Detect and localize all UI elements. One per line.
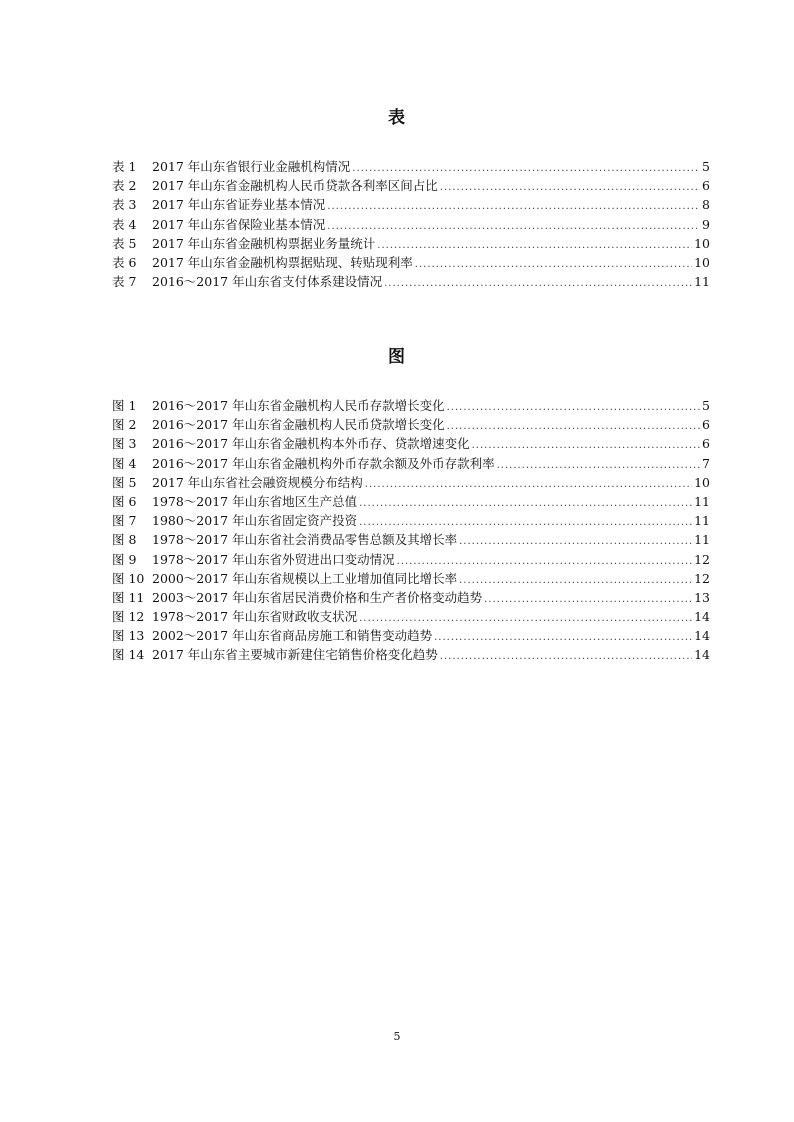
toc-entry-figure-9[interactable] <box>112 550 710 569</box>
dot-leader <box>327 197 700 216</box>
entry-page: 13 <box>694 589 710 605</box>
entry-page: 6 <box>702 436 710 452</box>
entry-number: 图 1 <box>112 398 137 413</box>
tables-list <box>112 157 710 291</box>
entry-number: 图 12 <box>112 609 145 625</box>
entry-number: 图 9 <box>112 551 137 567</box>
entry-title: 2003～2017 年山东省居民消费价格和生产者价格变动趋势 <box>152 589 483 605</box>
entry-page: 10 <box>694 254 710 270</box>
dot-leader <box>459 571 692 590</box>
entry-title: 1978～2017 年山东省社会消费品零售总额及其增长率 <box>152 532 458 548</box>
dot-leader <box>384 274 692 293</box>
figures-list <box>112 396 710 665</box>
entry-number: 图 11 <box>112 589 145 605</box>
toc-entry-table-7[interactable] <box>112 272 710 291</box>
dot-leader <box>459 532 692 551</box>
toc-entry-figure-4[interactable] <box>112 454 710 473</box>
entry-number: 表 5 <box>112 235 137 251</box>
dot-leader <box>440 647 692 666</box>
dot-leader <box>472 436 700 455</box>
entry-title: 2000～2017 年山东省规模以上工业增加值同比增长率 <box>152 570 458 586</box>
toc-entry-table-4[interactable] <box>112 215 710 234</box>
entry-title: 2017 年山东省金融机构票据业务量统计 <box>152 235 376 251</box>
entry-page: 5 <box>702 398 710 413</box>
toc-entry-figure-3[interactable] <box>112 434 710 453</box>
entry-title: 2017 年山东省证券业基本情况 <box>152 197 326 213</box>
entry-page: 6 <box>702 178 710 194</box>
dot-leader <box>327 217 700 236</box>
entry-title: 2017 年山东省银行业金融机构情况 <box>152 159 351 174</box>
entry-number: 图 14 <box>112 647 145 663</box>
entry-page: 5 <box>702 159 710 174</box>
entry-number: 表 2 <box>112 178 137 194</box>
toc-entry-table-2[interactable] <box>112 176 710 195</box>
entry-title: 2016～2017 年山东省金融机构外币存款余额及外币存款利率 <box>152 455 495 471</box>
entry-title: 1978～2017 年山东省财政收支状况 <box>152 609 358 625</box>
entry-number: 表 7 <box>112 274 137 290</box>
dot-leader <box>447 398 700 417</box>
entry-page: 7 <box>702 455 710 471</box>
dot-leader <box>447 417 700 436</box>
entry-title: 2016～2017 年山东省金融机构人民币贷款增长变化 <box>152 417 445 433</box>
page-number: 5 <box>393 1030 401 1043</box>
toc-entry-table-3[interactable] <box>112 195 710 214</box>
tables-heading: 表 <box>388 108 406 128</box>
toc-entry-figure-5[interactable] <box>112 473 710 492</box>
entry-title: 2016～2017 年山东省金融机构人民币存款增长变化 <box>152 398 445 413</box>
entry-number: 表 6 <box>112 254 137 270</box>
toc-entry-figure-13[interactable] <box>112 626 710 645</box>
toc-entry-figure-14[interactable] <box>112 645 710 664</box>
entry-number: 图 2 <box>112 417 137 433</box>
entry-number: 图 3 <box>112 436 137 452</box>
entry-page: 14 <box>694 647 710 663</box>
entry-number: 表 1 <box>112 159 137 174</box>
entry-number: 表 4 <box>112 216 137 232</box>
entry-number: 表 3 <box>112 197 137 213</box>
figures-heading: 图 <box>388 347 406 367</box>
entry-title: 2017 年山东省社会融资规模分布结构 <box>152 474 363 490</box>
entry-page: 9 <box>702 216 710 232</box>
dot-leader <box>497 456 700 475</box>
entry-page: 11 <box>694 532 710 548</box>
dot-leader <box>440 178 700 197</box>
entry-page: 8 <box>702 197 710 213</box>
entry-page: 14 <box>694 628 710 644</box>
entry-page: 12 <box>694 570 710 586</box>
entry-page: 11 <box>694 274 710 290</box>
toc-entry-figure-8[interactable] <box>112 530 710 549</box>
dot-leader <box>377 236 692 255</box>
dot-leader <box>359 494 692 513</box>
dot-leader <box>415 255 692 274</box>
entry-page: 6 <box>702 417 710 433</box>
entry-number: 图 4 <box>112 455 137 471</box>
toc-entry-figure-11[interactable] <box>112 588 710 607</box>
toc-entry-table-6[interactable] <box>112 253 710 272</box>
entry-page: 10 <box>694 474 710 490</box>
entry-page: 11 <box>694 513 710 529</box>
toc-entry-figure-1[interactable] <box>112 396 710 415</box>
entry-title: 2017 年山东省金融机构人民币贷款各利率区间占比 <box>152 178 438 194</box>
dot-leader <box>434 628 692 647</box>
toc-entry-figure-7[interactable] <box>112 511 710 530</box>
entry-title: 2017 年山东省主要城市新建住宅销售价格变化趋势 <box>152 647 438 663</box>
toc-entry-table-5[interactable] <box>112 234 710 253</box>
toc-entry-table-1[interactable] <box>112 157 710 176</box>
entry-page: 14 <box>694 609 710 625</box>
toc-entry-figure-6[interactable] <box>112 492 710 511</box>
dot-leader <box>484 590 692 609</box>
entry-number: 图 6 <box>112 493 137 509</box>
entry-page: 10 <box>694 235 710 251</box>
entry-page: 12 <box>694 551 710 567</box>
entry-page: 11 <box>694 493 710 509</box>
toc-entry-figure-2[interactable] <box>112 415 710 434</box>
toc-entry-figure-12[interactable] <box>112 607 710 626</box>
entry-number: 图 5 <box>112 474 137 490</box>
entry-title: 2002～2017 年山东省商品房施工和销售变动趋势 <box>152 628 433 644</box>
entry-number: 图 10 <box>112 570 145 586</box>
entry-title: 2016～2017 年山东省金融机构本外币存、贷款增速变化 <box>152 436 470 452</box>
entry-title: 2017 年山东省保险业基本情况 <box>152 216 326 232</box>
entry-number: 图 7 <box>112 513 137 529</box>
entry-number: 图 8 <box>112 532 137 548</box>
entry-title: 2016～2017 年山东省支付体系建设情况 <box>152 274 383 290</box>
entry-title: 2017 年山东省金融机构票据贴现、转贴现利率 <box>152 254 413 270</box>
toc-entry-figure-10[interactable] <box>112 569 710 588</box>
entry-title: 1978～2017 年山东省外贸进出口变动情况 <box>152 551 395 567</box>
entry-title: 1978～2017 年山东省地区生产总值 <box>152 493 358 509</box>
dot-leader <box>365 475 692 494</box>
entry-number: 图 13 <box>112 628 145 644</box>
entry-title: 1980～2017 年山东省固定资产投资 <box>152 513 358 529</box>
